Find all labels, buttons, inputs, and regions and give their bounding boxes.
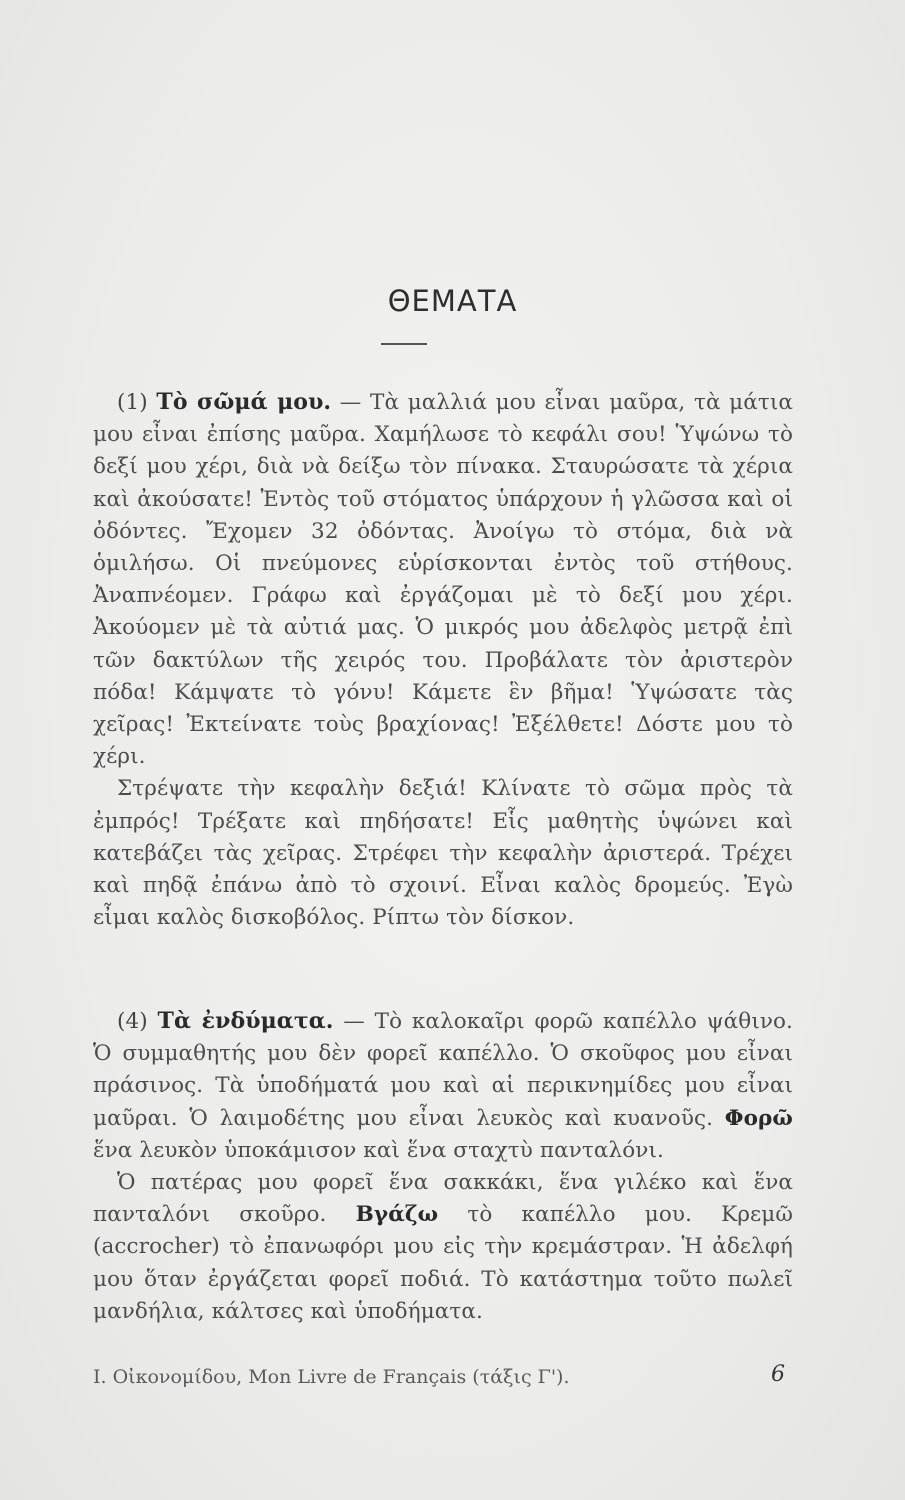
footer-source: I. Οἰκονομίδου, Mon Livre de Français (τάξις Γ'). xyxy=(93,1366,570,1388)
section-paragraph xyxy=(93,386,793,773)
section-paragraph xyxy=(93,1167,793,1328)
bold-word: Φορῶ xyxy=(724,1105,793,1131)
heading-dash: — xyxy=(331,390,371,415)
page-title: ΘΕΜΑΤΑ xyxy=(387,284,518,318)
section-heading: Τὸ σῶμά μου. xyxy=(156,389,332,415)
section-number: (1) xyxy=(117,390,148,415)
section-paragraph xyxy=(93,773,793,934)
page-number: 6 xyxy=(771,1362,785,1387)
page-footer xyxy=(93,1362,785,1388)
paragraph-text: Τὸ καλοκαῖρι φορῶ καπέλλο ψάθινο. Ὁ συμμαθητής μου δὲν φορεῖ καπέλλο. Ὁ σκοῦφος μου εἶναι πράσινος. Τὰ ὑποδήματά μου καὶ αἱ περικνημίδες μου εἶναι μαῦραι. Ὁ λαιμοδέτης μου εἶναι λευκὸς καὶ κυανοῦς. xyxy=(93,1009,793,1131)
title-rule xyxy=(381,343,427,345)
heading-dash: — xyxy=(333,1009,375,1034)
section-body-my-body xyxy=(93,386,793,934)
paragraph-text: Στρέψατε τὴν κεφαλὴν δεξιά! Κλίνατε τὸ σῶμα πρὸς τὰ ἐμπρός! Τρέξατε καὶ πηδήσατε! Εἷς μαθητὴς ὑψώνει καὶ κατεβάζει τὰς χεῖρας. Στρέφει τὴν κεφαλὴν ἀριστερά. Τρέχει καὶ πηδᾷ ἐπάνω ἀπὸ τὸ σχοινί. Εἶναι καλὸς δρομεύς. Ἐγὼ εἶμαι καλὸς δισκοβόλος. Ρίπτω τὸν δίσκον. xyxy=(93,776,793,931)
bold-word: Βγάζω xyxy=(355,1202,439,1228)
paragraph-text: Τὰ μαλλιά μου εἶναι μαῦρα, τὰ μάτια μου εἶναι ἐπίσης μαῦρα. Χαμήλωσε τὸ κεφάλι σου! Ὑψώνω τὸ δεξί μου χέρι, διὰ νὰ δείξω τὸν πίνακα. Σταυρώσατε τὰ χέρια καὶ ἀκούσατε! Ἐντὸς τοῦ στόματος ὑπάρχουν ἡ γλῶσσα καὶ οἱ ὀδόντες. Ἔχομεν 32 ὀδόντας. Ἀνοίγω τὸ στόμα, διὰ νὰ ὁμιλήσω. Οἱ πνεύμονες εὑρίσκονται ἐντὸς τοῦ στήθους. Ἀναπνέομεν. Γράφω καὶ ἐργάζομαι μὲ τὸ δεξί μου χέρι. Ἀκούομεν μὲ τὰ αὐτιά μας. Ὁ μικρός μου ἀδελφὸς μετρᾷ ἐπὶ τῶν δακτύλων τῆς χειρός του. Προβάλατε τὸν ἀριστερὸν πόδα! Κάμψατε τὸ γόνυ! Κάμετε ἓν βῆμα! Ὑψώσατε τὰς χεῖρας! Ἐκτείνατε τοὺς βραχίονας! Ἐξέλθετε! Δόστε μου τὸ χέρι. xyxy=(93,390,794,770)
section-heading: Τὰ ἐνδύματα. xyxy=(157,1008,334,1034)
paragraph-text: τὸ καπέλλο μου. Κρεμῶ (accrocher) τὸ ἐπανωφόρι μου εἰς τὴν κρεμάστραν. Ἡ ἀδελφή μου ὅταν ἐργάζεται φορεῖ ποδιά. Τὸ κατάστημα τοῦτο πωλεῖ μανδήλια, κάλτσες καὶ ὑποδήματα. xyxy=(93,1202,794,1324)
section-paragraph xyxy=(93,1005,793,1167)
section-number: (4) xyxy=(117,1009,148,1034)
section-body-clothes xyxy=(93,1005,793,1328)
paragraph-text: ἕνα λευκὸν ὑποκάμισον καὶ ἕνα σταχτὺ πανταλόνι. xyxy=(93,1137,664,1163)
paragraph-text: Ὁ πατέρας μου φορεῖ ἕνα σακκάκι, ἕνα γιλέκο καὶ ἕνα πανταλόνι σκοῦρο. xyxy=(93,1170,793,1228)
